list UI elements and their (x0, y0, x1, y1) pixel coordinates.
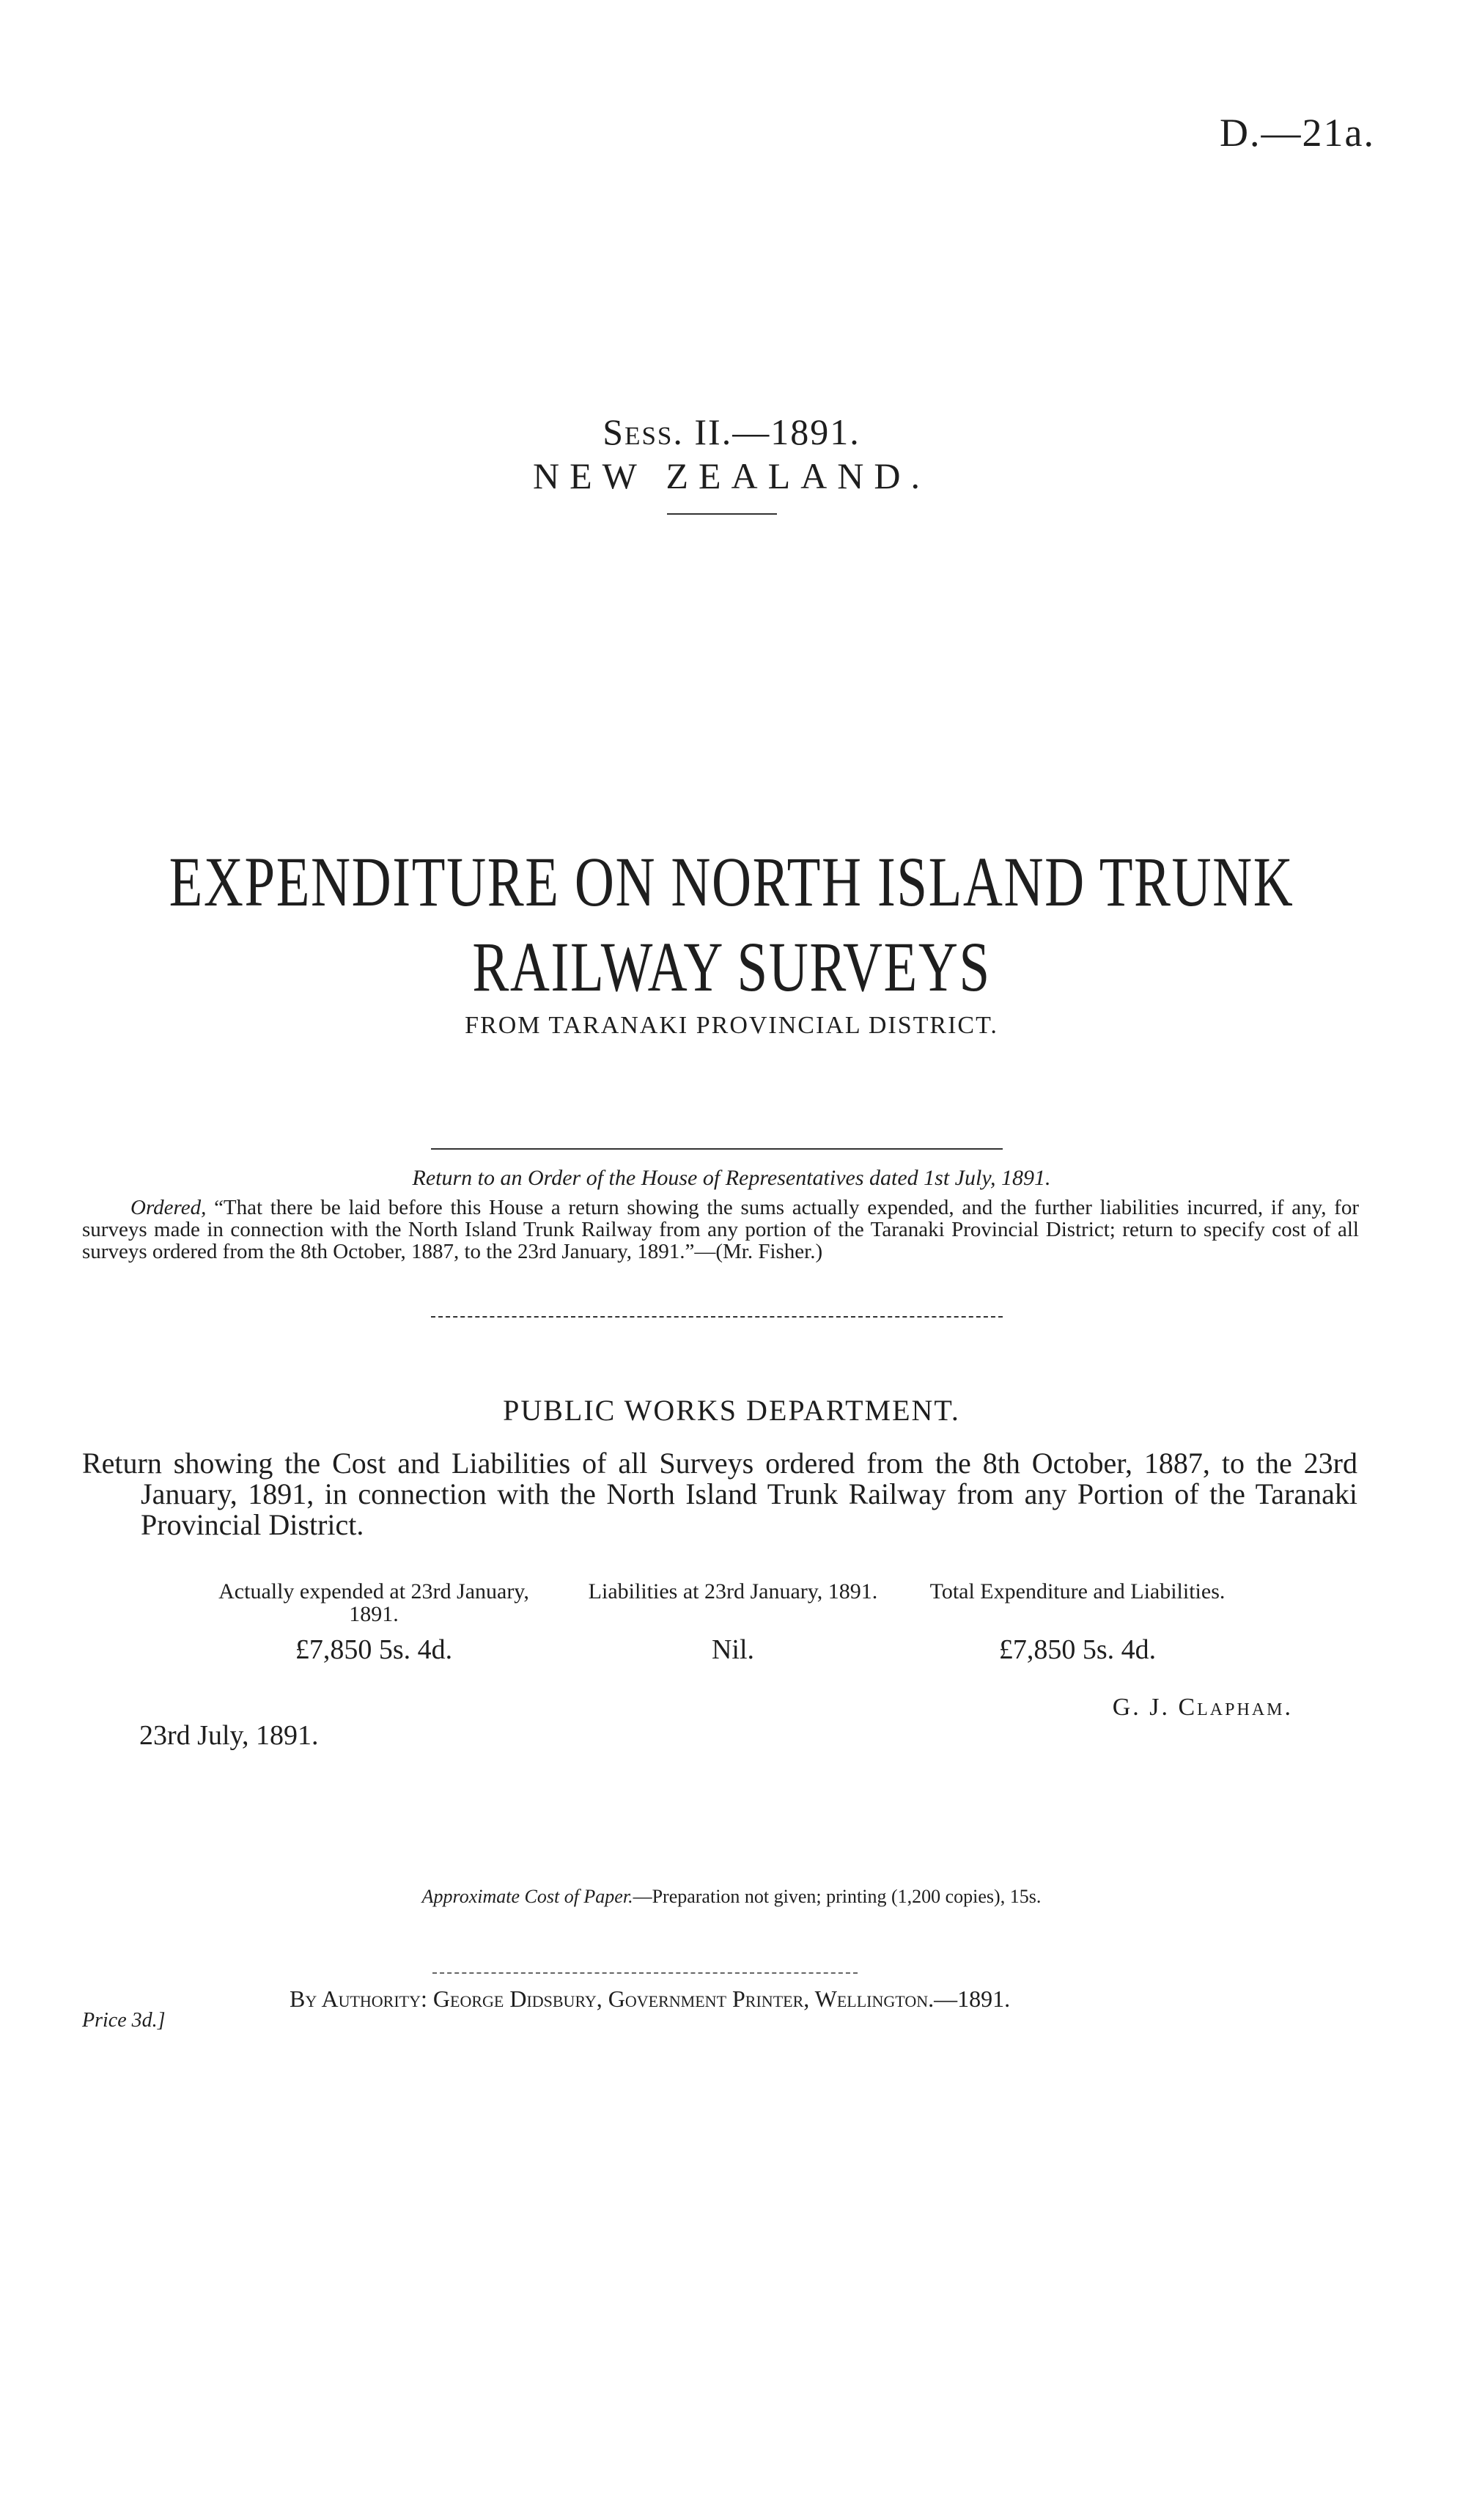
column-heading-total: Total Expenditure and Liabilities. (929, 1579, 1226, 1604)
ordered-body: “That there be laid before this House a return showing the sums actually expended, and the further liabilities incurred, if any, for surveys made in connection with the North Island Trunk Railway from any portion of the Taranaki Provincial District; return to specify cost of all surveys ordered from the 8th October, 1887, to the 23rd January, 1891.”—(Mr. Fisher.) (82, 1196, 1359, 1263)
return-order-line: Return to an Order of the House of Representatives dated 1st July, 1891. (412, 1166, 1051, 1190)
session-heading: Sess. II.—1891. (602, 411, 861, 452)
main-title: EXPENDITURE ON NORTH ISLAND TRUNK RAILWAY SURVEYS (169, 842, 1294, 1006)
return-paragraph: Return showing the Cost and Liabilities of all Surveys ordered from the 8th October, 1887, to the 23rd January, 1891, in connection with the North Island Trunk Railway from any Portion of the Taranaki Provincial District. (82, 1447, 1357, 1541)
country-heading: NEW ZEALAND. (533, 455, 930, 496)
column-heading-expended: Actually expended at 23rd January, 1891. (218, 1579, 529, 1626)
cost-note (0, 1886, 1463, 1908)
date-line: 23rd July, 1891. (139, 1720, 319, 1751)
department-heading: PUBLIC WORKS DEPARTMENT. (503, 1394, 960, 1427)
cost-note-label: Approximate Cost of Paper. (421, 1886, 633, 1907)
ordered-label: Ordered, (130, 1196, 207, 1219)
subtitle: FROM TARANAKI PROVINCIAL DISTRICT. (465, 1012, 998, 1039)
signature: G. J. Clapham. (1112, 1694, 1293, 1721)
price-line: Price 3d.] (82, 2009, 166, 2032)
document-reference: D.—21a. (1220, 111, 1375, 155)
divider-rule (431, 1316, 1003, 1318)
ordered-paragraph (82, 1197, 1359, 1263)
divider-rule (431, 1148, 1003, 1150)
divider-rule (432, 1972, 858, 1974)
column-value-liabilities: Nil. (711, 1634, 755, 1665)
divider-rule (667, 513, 777, 515)
column-value-total: £7,850 5s. 4d. (998, 1634, 1157, 1665)
column-heading-liabilities: Liabilities at 23rd January, 1891. (588, 1579, 878, 1604)
column-value-expended: £7,850 5s. 4d. (295, 1634, 453, 1665)
cost-note-text: —Preparation not given; printing (1,200 copies), 15s. (633, 1886, 1042, 1907)
authority-line: By Authority: George Didsbury, Government Printer, Wellington.—1891. (290, 1985, 1011, 2012)
